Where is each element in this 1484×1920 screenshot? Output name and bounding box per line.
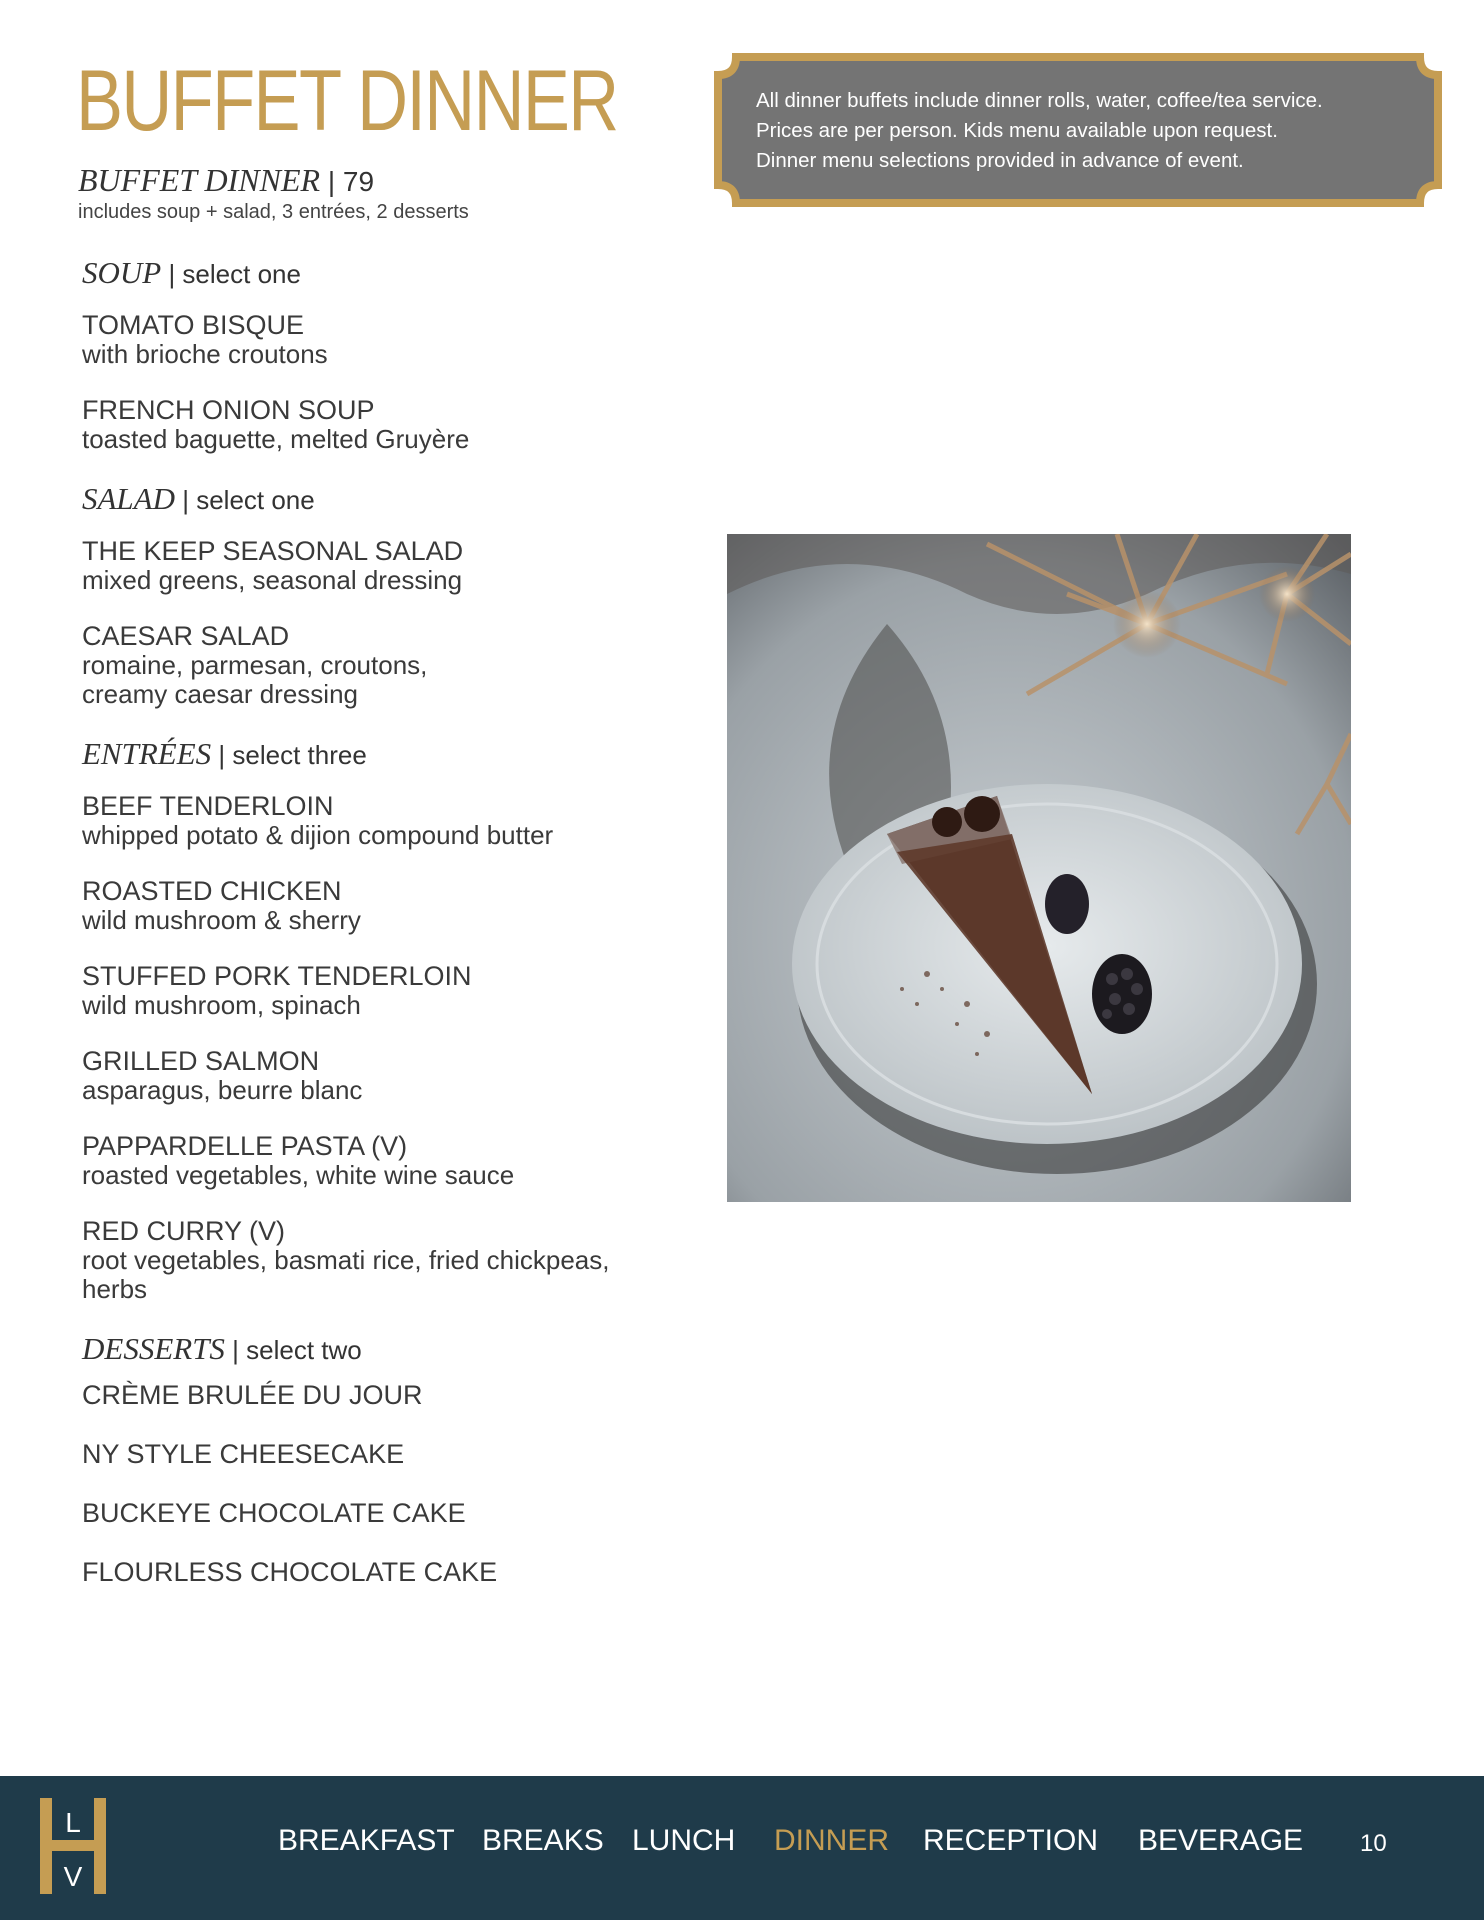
- footer-nav-bar: [0, 1776, 1484, 1920]
- nav-breaks[interactable]: BREAKS: [482, 1824, 604, 1857]
- entrees-title: ENTRÉES: [82, 736, 212, 771]
- soup-title: SOUP: [82, 255, 162, 290]
- salad-section: [82, 481, 702, 709]
- menu-item: [82, 1217, 702, 1304]
- desserts-heading: [82, 1331, 702, 1367]
- item-desc: toasted baguette, melted Gruyère: [82, 424, 470, 454]
- salad-title: SALAD: [82, 481, 175, 516]
- item-name: NY STYLE CHEESECAKE: [82, 1439, 405, 1469]
- menu-item: [82, 1499, 702, 1528]
- menu-item: [82, 537, 702, 595]
- notice-line-1: All dinner buffets include dinner rolls, water, coffee/tea service.: [756, 89, 1323, 112]
- chocolate-cake-photo: [727, 534, 1351, 1202]
- item-name: STUFFED PORK TENDERLOIN: [82, 961, 472, 991]
- menu-item: [82, 962, 702, 1020]
- nav-lunch[interactable]: LUNCH: [632, 1824, 736, 1857]
- salad-select: | select one: [175, 485, 315, 515]
- item-name: BUCKEYE CHOCOLATE CAKE: [82, 1498, 466, 1528]
- item-name: FRENCH ONION SOUP: [82, 395, 375, 425]
- notice-text: [756, 86, 1416, 176]
- plan-name-line: [78, 162, 469, 199]
- nav-dinner[interactable]: DINNER: [774, 1824, 890, 1857]
- item-desc: mixed greens, seasonal dressing: [82, 565, 463, 595]
- item-name: THE KEEP SEASONAL SALAD: [82, 536, 464, 566]
- item-name: CAESAR SALAD: [82, 621, 290, 651]
- entrees-heading: [82, 736, 702, 772]
- notice-line-3: Dinner menu selections provided in advance of event.: [756, 149, 1244, 172]
- soup-heading: [82, 255, 702, 291]
- menu-item: [82, 1047, 702, 1105]
- desserts-section: [82, 1331, 702, 1587]
- item-desc: wild mushroom & sherry: [82, 905, 361, 935]
- item-desc: with brioche croutons: [82, 339, 328, 369]
- item-name: ROASTED CHICKEN: [82, 876, 342, 906]
- plan-name: BUFFET DINNER: [78, 162, 321, 198]
- menu-item: [82, 1558, 702, 1587]
- menu-item: [82, 1440, 702, 1469]
- plan-price: | 79: [327, 166, 375, 197]
- item-desc: whipped potato & dijion compound butter: [82, 820, 554, 850]
- item-desc: roasted vegetables, white wine sauce: [82, 1160, 515, 1190]
- entrees-select: | select three: [211, 740, 367, 770]
- logo-letter-top: L: [65, 1807, 81, 1838]
- logo-letter-bottom: V: [63, 1861, 83, 1892]
- notice-box: [714, 53, 1442, 207]
- soup-select: | select one: [161, 259, 301, 289]
- item-desc: wild mushroom, spinach: [82, 990, 361, 1020]
- section-nav: [0, 1824, 1484, 1868]
- item-name: PAPPARDELLE PASTA (V): [82, 1131, 408, 1161]
- soup-section: [82, 255, 702, 454]
- item-desc: asparagus, beurre blanc: [82, 1075, 363, 1105]
- salad-heading: [82, 481, 702, 517]
- page-title: BUFFET DINNER: [76, 53, 618, 149]
- menu-item: [82, 311, 702, 369]
- item-name: TOMATO BISQUE: [82, 310, 305, 340]
- menu-item: [82, 396, 702, 454]
- menu-item: [82, 792, 702, 850]
- menu-item: [82, 1381, 702, 1410]
- item-name: RED CURRY (V): [82, 1216, 286, 1246]
- cake-photo-illustration: [727, 534, 1351, 1202]
- desserts-title: DESSERTS: [82, 1331, 225, 1366]
- item-name: FLOURLESS CHOCOLATE CAKE: [82, 1557, 498, 1587]
- menu-item: [82, 877, 702, 935]
- item-name: BEEF TENDERLOIN: [82, 791, 334, 821]
- nav-breakfast[interactable]: BREAKFAST: [278, 1824, 455, 1857]
- item-desc: romaine, parmesan, croutons, creamy caesar dressing: [82, 650, 428, 709]
- entrees-section: [82, 736, 702, 1304]
- menu-item: [82, 1132, 702, 1190]
- nav-reception[interactable]: RECEPTION: [923, 1824, 1099, 1857]
- item-desc: root vegetables, basmati rice, fried chickpeas, herbs: [82, 1245, 610, 1304]
- desserts-select: | select two: [224, 1335, 362, 1365]
- page-number: 10: [1360, 1830, 1387, 1857]
- item-name: CRÈME BRULÉE DU JOUR: [82, 1380, 423, 1410]
- notice-line-2: Prices are per person. Kids menu available upon request.: [756, 119, 1278, 142]
- plan-header: [78, 162, 469, 224]
- item-name: GRILLED SALMON: [82, 1046, 320, 1076]
- menu-list: [82, 255, 702, 1617]
- menu-item: [82, 622, 702, 709]
- plan-includes: includes soup + salad, 3 entrées, 2 desserts: [78, 201, 469, 223]
- nav-beverage[interactable]: BEVERAGE: [1138, 1824, 1304, 1857]
